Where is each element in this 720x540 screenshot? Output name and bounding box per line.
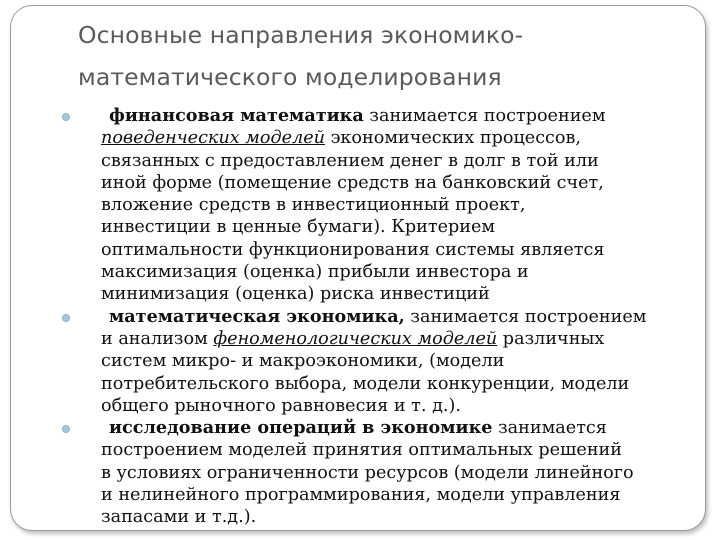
bullet-term: финансовая математика	[109, 105, 364, 126]
bullet-icon	[62, 113, 70, 121]
bullet-head-text: занимается	[492, 418, 607, 439]
slide-title	[78, 14, 678, 98]
bullet-line	[78, 127, 688, 149]
bullet-icon	[62, 314, 70, 322]
bullet-term: исследование операций в экономике	[109, 417, 493, 439]
bullet-line: оптимальности функционирования системы является	[101, 239, 605, 260]
bullet-line-text: и анализом	[101, 328, 214, 349]
bullet-head-text: занимается построением	[404, 306, 647, 327]
bullet-line: запасами и т.д.).	[101, 507, 257, 528]
bullet-line: потребительского выбора, модели конкуренции, модели	[101, 373, 630, 394]
bullet-line-text: различных	[497, 328, 605, 349]
bullet-line: инвестиции в ценные бумаги). Критерием	[101, 217, 496, 238]
bullet-line	[78, 328, 688, 350]
bullet-list	[78, 105, 688, 529]
bullet-head-text: занимается построением	[363, 106, 606, 126]
bullet-line: общего рыночного равновесия и т. д.).	[101, 395, 461, 416]
bullet-line-text: экономических процессов,	[324, 128, 581, 149]
bullet-term: математическая экономика,	[109, 305, 405, 327]
bullet-head	[78, 105, 688, 127]
bullet-head	[78, 417, 688, 439]
bullet-line: связанных с предоставлением денег в долг в той или	[101, 150, 599, 171]
bullet-line: максимизация (оценка) прибыли инвестора и	[101, 262, 529, 283]
bullet-line: минимизация (оценка) риска инвестиций	[101, 284, 490, 305]
bullet-line: вложение средств в инвестиционный проект,	[101, 195, 526, 216]
underlined-term: поведенческих моделей	[101, 128, 325, 149]
bullet-item-financial-math	[78, 105, 688, 306]
bullet-line: иной форме (помещение средств на банковский счет,	[101, 172, 604, 193]
title-line-1: Основные направления экономико-	[78, 21, 524, 49]
title-line-2: математического моделирования	[78, 63, 502, 91]
bullet-head	[78, 306, 688, 328]
bullet-line: и нелинейного программирования, модели управления	[101, 485, 621, 506]
bullet-line: в условиях ограниченности ресурсов (модели линейного	[101, 462, 634, 483]
bullet-item-math-economics	[78, 306, 688, 417]
bullet-line: систем микро- и макроэкономики, (модели	[101, 351, 505, 372]
bullet-item-operations-research	[78, 417, 688, 528]
underlined-term: феноменологических моделей	[213, 328, 498, 349]
bullet-line: построением моделей принятия оптимальных решений	[101, 440, 623, 461]
